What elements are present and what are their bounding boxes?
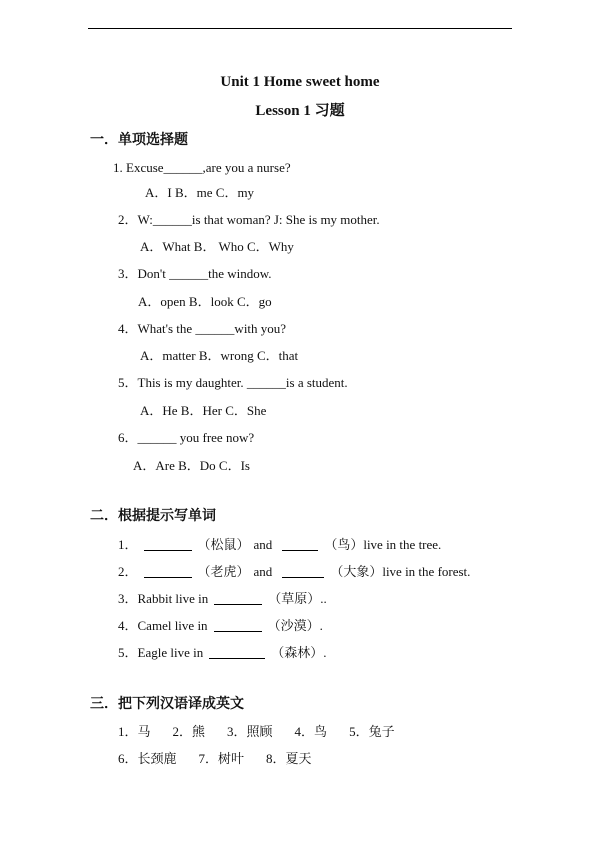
question-3: 3．Don't ______the window. bbox=[118, 266, 272, 281]
section-1-heading: 一．单项选择题 bbox=[90, 133, 188, 148]
fill-item-5 bbox=[118, 645, 326, 661]
unit-title: Unit 1 Home sweet home bbox=[220, 74, 380, 90]
fill-item-number: 3． bbox=[118, 591, 138, 606]
translate-word: 3．照顾 bbox=[227, 724, 273, 739]
question-2: 2．W:______is that woman? J: She is my mother. bbox=[118, 212, 380, 227]
fill-connector: and bbox=[253, 564, 273, 579]
fill-item-number: 1． bbox=[118, 537, 138, 552]
translate-word: 8．夏天 bbox=[266, 751, 312, 766]
answer-blank[interactable] bbox=[144, 538, 192, 551]
section-3-heading: 三．把下列汉语译成英文 bbox=[90, 697, 244, 712]
translate-word: 4．鸟 bbox=[294, 724, 328, 739]
header-rule bbox=[88, 28, 512, 29]
fill-hint: （草原）.. bbox=[268, 591, 327, 606]
translate-word: 6．长颈鹿 bbox=[118, 751, 177, 766]
fill-prefix: Eagle live in bbox=[137, 645, 204, 660]
question-5-options: A．He B．Her C．She bbox=[140, 403, 267, 418]
question-3-options: A．open B．look C．go bbox=[138, 294, 272, 309]
fill-hint: （森林）. bbox=[271, 645, 327, 660]
question-4-options: A．matter B．wrong C．that bbox=[140, 348, 299, 363]
fill-item-number: 5． bbox=[118, 645, 138, 660]
fill-prefix: Camel live in bbox=[137, 618, 208, 633]
question-1: 1. Excuse______,are you a nurse? bbox=[113, 160, 291, 175]
translate-word: 2．熊 bbox=[172, 724, 206, 739]
question-6-options: A．Are B．Do C．Is bbox=[133, 458, 250, 473]
fill-hint: （鸟） bbox=[324, 537, 364, 552]
fill-item-number: 4． bbox=[118, 618, 138, 633]
question-4: 4．What's the ______with you? bbox=[118, 321, 287, 336]
answer-blank[interactable] bbox=[214, 619, 262, 632]
answer-blank[interactable] bbox=[282, 565, 324, 578]
translate-row-2 bbox=[118, 751, 334, 767]
fill-hint: （松鼠） bbox=[197, 537, 250, 552]
fill-item-number: 2． bbox=[118, 564, 138, 579]
fill-item-4 bbox=[118, 618, 323, 634]
answer-blank[interactable] bbox=[144, 565, 192, 578]
answer-blank[interactable] bbox=[209, 646, 265, 659]
fill-item-2 bbox=[118, 564, 470, 580]
lesson-title: Lesson 1 习题 bbox=[255, 103, 345, 119]
question-6: 6．______ you free now? bbox=[118, 430, 255, 445]
fill-item-1 bbox=[118, 537, 441, 553]
section-2-heading: 二．根据提示写单词 bbox=[90, 509, 216, 524]
translate-word: 1．马 bbox=[118, 724, 151, 739]
answer-blank[interactable] bbox=[214, 592, 262, 605]
fill-connector: and bbox=[253, 537, 273, 552]
fill-prefix: Rabbit live in bbox=[137, 591, 209, 606]
translate-word: 5．兔子 bbox=[349, 724, 395, 739]
fill-tail: live in the tree. bbox=[363, 537, 442, 552]
translate-word: 7．树叶 bbox=[198, 751, 245, 766]
question-5: 5．This is my daughter. ______is a student. bbox=[118, 375, 348, 390]
answer-blank[interactable] bbox=[282, 538, 318, 551]
fill-tail: live in the forest. bbox=[382, 564, 471, 579]
fill-hint: （大象） bbox=[330, 564, 383, 579]
fill-item-3 bbox=[118, 591, 327, 607]
fill-hint: （沙漠）. bbox=[267, 618, 323, 633]
translate-row-1 bbox=[118, 724, 417, 740]
question-1-options: A．I B．me C．my bbox=[145, 185, 255, 200]
question-2-options: A．What B． Who C．Why bbox=[140, 239, 294, 254]
fill-hint: （老虎） bbox=[197, 564, 250, 579]
